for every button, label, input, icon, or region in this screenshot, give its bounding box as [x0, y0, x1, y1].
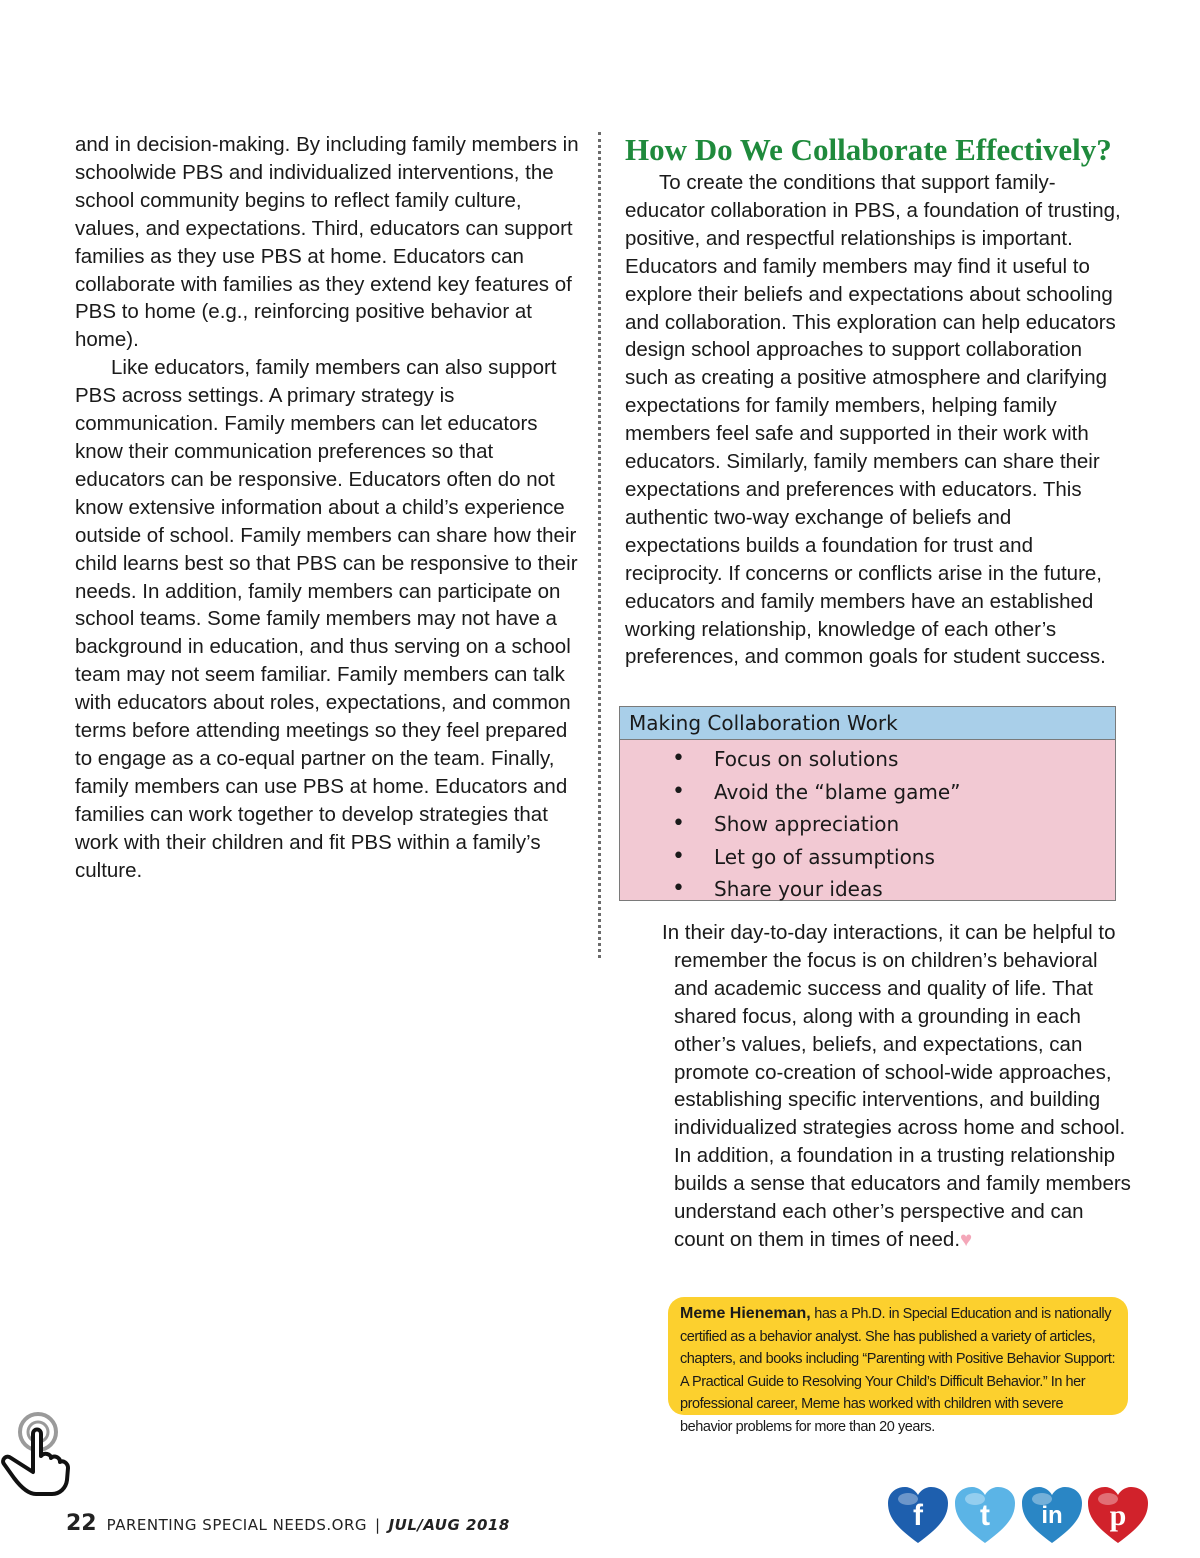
author-name: Meme Hieneman,	[680, 1305, 811, 1322]
right-column	[625, 131, 1130, 671]
left-paragraph-1: and in decision-making. By including family members in schoolwide PBS and individualized interventions, the school community begins to reflect family culture, values, and expectations. Third, educators can support families as they use PBS at home. Educators can collaborate with families as they extend key features of PBS to home (e.g., reinforcing positive behavior at home).	[75, 133, 579, 352]
bullet-icon: •	[672, 876, 685, 901]
bullet-icon: •	[672, 746, 685, 771]
callout-item: • Share your ideas	[620, 873, 1115, 906]
closing-paragraph: In their day-to-day interactions, it can be helpful to remember the focus is on children’s behavioral and academic success and quality of life. That shared focus, along with a grounding in each other’s values, beliefs, and expectations, can promote co-creation of school-wide approaches, establishing specific interventions, and building individualized strategies across home and school. In addition, a foundation in a trusting relationship builds a sense that educators and family members understand each other’s perspective and can count on them in times of need.♥	[662, 921, 1131, 1251]
author-bio	[668, 1297, 1128, 1435]
bullet-icon: •	[672, 811, 685, 836]
bullet-icon: •	[672, 778, 685, 804]
page-number: 22	[66, 1511, 97, 1536]
pinterest-glyph: p	[1109, 1499, 1127, 1532]
callout-item: • Focus on solutions	[620, 743, 1115, 776]
heart-icon: ♥	[960, 1227, 973, 1251]
column-divider	[598, 132, 601, 958]
tap-hand-icon[interactable]	[0, 1406, 70, 1496]
left-paragraph-2: Like educators, family members can also support PBS across settings. A primary strategy is communication. Family members can let educators know their communication preferences so that educators can be responsive. Educators often do not know extensive information about a child’s experience outside of school. Family members can share how their child learns best so that PBS can be responsive to their needs. In addition, family members can participate on school teams. Some family members may not have a background in education, and thus serving on a school team may not seem familiar. Family members can talk with educators about roles, expectations, and common terms before attending meetings so they feel prepared to engage as a co-equal partner on the team. Finally, family members can use PBS at home. Educators and families can work together to develop strategies that work with their children and fit PBS within a family’s culture.	[75, 356, 578, 882]
closing-section	[662, 919, 1132, 1254]
issue-date: JUL/AUG 2018	[388, 1516, 510, 1534]
twitter-icon[interactable]	[953, 1485, 1017, 1545]
callout-title: Making Collaboration Work	[620, 707, 1115, 740]
callout-item: • Let go of assumptions	[620, 841, 1115, 874]
linkedin-icon[interactable]	[1020, 1485, 1084, 1545]
left-column	[75, 131, 580, 884]
author-bio-text: has a Ph.D. in Special Education and is nationally certified as a behavior analyst. She has published a variety of articles, chapters, and books including “Parenting with Positive Behavior Support: A Practical Guide to Resolving Your Child’s Difficult Behavior.” In her professional career, Meme has worked with children with severe behavior problems for more than 20 years.	[680, 1306, 1116, 1435]
section-heading: How Do We Collaborate Effectively?	[625, 132, 1112, 167]
page-footer	[66, 1511, 510, 1541]
publication-name: PARENTING SPECIAL NEEDS.ORG	[106, 1516, 367, 1534]
pinterest-icon[interactable]	[1086, 1485, 1150, 1545]
facebook-icon[interactable]	[886, 1485, 950, 1545]
linkedin-glyph: in	[1041, 1502, 1063, 1529]
collaboration-callout-box	[619, 706, 1116, 901]
callout-item: • Show appreciation	[620, 808, 1115, 841]
right-paragraph: To create the conditions that support family-educator collaboration in PBS, a foundation of trusting, positive, and respectful relationships is important. Educators and family members may find it useful to explore their beliefs and expectations about schooling and collaboration. This exploration can help educators design school approaches to support collaboration such as creating a positive atmosphere and clarifying expectations for family members, helping family members feel safe and supported in their work with educators. Similarly, family members can share their expectations and preferences with educators. This authentic two-way exchange of beliefs and expectations builds a foundation for trust and reciprocity. If concerns or conflicts arise in the future, educators and family members have an established working relationship, knowledge of each other’s preferences, and common goals for student success.	[625, 171, 1121, 669]
callout-item: • Avoid the “blame game”	[620, 776, 1115, 809]
twitter-glyph: t	[980, 1499, 990, 1532]
facebook-glyph: f	[913, 1499, 923, 1532]
bullet-icon: •	[672, 843, 685, 869]
callout-list	[620, 740, 1115, 906]
footer-separator: |	[375, 1516, 381, 1534]
